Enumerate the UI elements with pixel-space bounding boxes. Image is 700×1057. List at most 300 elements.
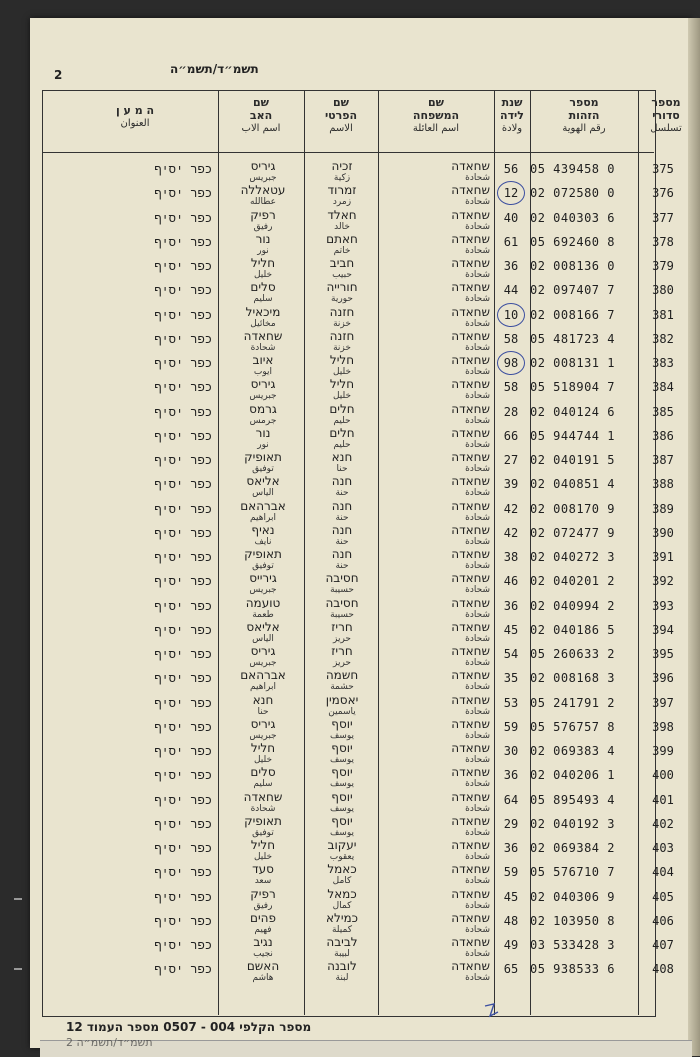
first-name-arabic: حنة [335, 536, 349, 547]
father-name-hebrew: מיכאיל [245, 305, 281, 319]
birth-year: 58 [503, 331, 519, 346]
family-name-arabic: شحادة [465, 367, 490, 377]
father-name-arabic: سليم [253, 779, 273, 790]
first-name-arabic: حريز [333, 633, 351, 644]
next-page-header: תשמ״ד/תשמ״ה 2 [66, 1036, 153, 1049]
father-name [222, 184, 304, 208]
father-name [222, 912, 304, 936]
family-name-arabic: شحادة [465, 827, 490, 838]
first-name-hebrew: יוסף [331, 717, 353, 731]
birth-year: 66 [503, 428, 519, 443]
first-name-hebrew: חאתם [326, 232, 358, 246]
father-name [222, 888, 304, 912]
header-address: ה מ ע ן العنوان [115, 104, 155, 129]
father-name-arabic: خليل [253, 755, 273, 765]
family-name-hebrew: שחאדה [451, 232, 490, 246]
first-name [306, 572, 378, 596]
first-name [306, 766, 378, 790]
table-row [42, 402, 674, 427]
family-name-arabic: شحادة [465, 633, 490, 644]
address: כפר יסיף [154, 938, 212, 952]
first-name [306, 912, 378, 936]
family-name-arabic: شحادة [465, 342, 490, 353]
family-name-hebrew: שחאדה [451, 208, 490, 222]
father-name-arabic: طعمة [252, 609, 274, 620]
family-name-arabic: شحادة [465, 197, 490, 208]
address: כפר יסיף [154, 307, 212, 322]
first-name-hebrew: זמרוד [327, 184, 357, 198]
father-name-arabic: الياس [252, 633, 274, 644]
birth-year: 61 [503, 234, 519, 249]
family-name [380, 694, 490, 718]
address: כפר יסיף [154, 380, 212, 395]
birth-year: 44 [503, 283, 519, 298]
father-name-hebrew: אברהאם [240, 499, 286, 513]
father-name [222, 354, 304, 378]
first-name-arabic: يوسف [329, 730, 354, 741]
table-row [42, 281, 674, 305]
father-name-arabic: فهيم [254, 924, 272, 935]
table-row [42, 378, 674, 402]
family-name [380, 184, 490, 208]
id-number: 02 040201 2 [530, 574, 615, 589]
father-name-hebrew: חליל [250, 839, 276, 852]
table-row [42, 475, 674, 499]
first-name-arabic: خليل [332, 367, 352, 377]
father-name-arabic: نور [257, 439, 269, 450]
father-name-hebrew: סלים [250, 766, 276, 780]
father-name-hebrew: תאופיק [244, 451, 282, 464]
address: כפר יסיף [154, 404, 212, 419]
first-name-arabic: يوسف [329, 779, 354, 790]
table-row [42, 863, 674, 887]
birth-year: 49 [503, 938, 519, 952]
birth-year: 58 [503, 380, 519, 395]
serial-number: 389 [652, 501, 674, 516]
family-name [380, 621, 490, 645]
family-name-arabic: شحادة [465, 973, 490, 984]
first-name-hebrew: חליל [329, 354, 355, 367]
serial-number: 376 [652, 186, 674, 201]
father-name-arabic: جبريس [249, 173, 277, 183]
id-number: 05 944744 1 [530, 428, 615, 443]
id-number: 02 040306 9 [530, 889, 615, 904]
serial-number: 394 [652, 622, 674, 637]
family-name-arabic: شحادة [465, 949, 490, 959]
family-name-arabic: شحادة [465, 512, 490, 523]
father-name [222, 233, 304, 257]
family-name [380, 839, 490, 863]
family-name-hebrew: שחאדה [451, 669, 490, 683]
first-name [306, 306, 378, 330]
header-divider [42, 152, 654, 153]
father-name-hebrew: גיריס [250, 717, 276, 731]
first-name [306, 209, 378, 233]
father-name [222, 621, 304, 645]
family-name [380, 791, 490, 815]
address: כפר יסיף [154, 671, 212, 686]
family-name [380, 597, 490, 621]
pen-mark [482, 998, 504, 1020]
id-number: 02 040272 3 [530, 550, 615, 564]
father-name [222, 306, 304, 330]
father-name [222, 960, 304, 984]
serial-number: 406 [652, 913, 674, 928]
first-name [306, 815, 378, 839]
father-name-arabic: جبريس [249, 658, 277, 668]
address: כפר יסיף [154, 768, 212, 783]
table-row [42, 257, 674, 281]
header-family-name: שם המשפחה اسم العائلة [412, 96, 460, 134]
first-name-arabic: خليل [332, 391, 352, 402]
father-name-hebrew: גיריס [250, 378, 276, 392]
first-name-arabic: حليم [333, 439, 351, 450]
id-number: 03 533428 3 [530, 938, 615, 952]
first-name-hebrew: חלים [329, 426, 355, 440]
first-name [306, 645, 378, 669]
birth-year: 28 [503, 404, 519, 419]
family-name [380, 500, 490, 524]
family-name-hebrew: שחאדה [451, 354, 490, 367]
family-name-arabic: شحادة [465, 173, 490, 183]
father-name-arabic: جبريس [249, 730, 277, 741]
family-name-arabic: شحادة [465, 730, 490, 741]
table-row [42, 645, 674, 669]
id-number: 05 260633 2 [530, 647, 615, 661]
table-row [42, 451, 674, 475]
first-name-hebrew: כמילא [325, 911, 359, 925]
header-father-name: שם האב اسم الاب [241, 96, 281, 134]
father-name-hebrew: סלים [250, 281, 276, 295]
first-name [306, 330, 378, 354]
birth-year: 64 [503, 792, 519, 807]
address: כפר יסיף [154, 259, 212, 273]
id-number: 05 518904 7 [530, 380, 615, 395]
serial-number: 390 [652, 525, 674, 540]
father-name-arabic: خليل [253, 852, 273, 862]
family-name-arabic: شحادة [465, 876, 490, 887]
id-number: 02 008136 0 [530, 259, 615, 273]
father-name-arabic: سعد [254, 876, 272, 887]
table-row [42, 620, 674, 645]
first-name-arabic: حنا [336, 464, 348, 474]
serial-number: 378 [652, 234, 674, 249]
first-name-hebrew: חסיבה [325, 572, 359, 586]
birth-year: 45 [503, 622, 519, 637]
family-name-hebrew: שחאדה [451, 693, 490, 707]
family-name [380, 160, 490, 184]
father-name [222, 160, 304, 184]
id-number: 05 481723 4 [530, 331, 615, 346]
family-name-arabic: شحادة [465, 391, 490, 402]
first-name-hebrew: יעקוב [327, 839, 357, 852]
serial-number: 397 [652, 695, 674, 710]
table-row [42, 548, 674, 572]
family-name-hebrew: שחאדה [451, 572, 490, 586]
first-name [306, 500, 378, 524]
family-name-hebrew: שחאדה [451, 863, 490, 877]
address: כפר יסיף [154, 356, 212, 370]
serial-number: 399 [652, 744, 674, 758]
first-name-arabic: زكية [333, 173, 351, 183]
serial-number: 377 [652, 210, 674, 225]
table-row [42, 160, 674, 184]
family-name-arabic: شحادة [465, 585, 490, 596]
address: כפר יסיף [154, 744, 212, 758]
birth-year: 39 [503, 477, 519, 492]
family-name [380, 281, 490, 305]
family-name-arabic: شحادة [465, 924, 490, 935]
first-name-hebrew: חזנה [329, 305, 355, 319]
family-name-arabic: شحادة [465, 270, 490, 280]
first-name-hebrew: חזנה [329, 329, 355, 343]
father-name-hebrew: פהים [250, 911, 276, 925]
father-name [222, 281, 304, 305]
address: כפר יסיף [154, 501, 212, 516]
father-name [222, 791, 304, 815]
family-name-arabic: شحادة [465, 803, 490, 814]
birth-year: 59 [503, 719, 519, 734]
address: כפר יסיף [154, 162, 212, 176]
table-row [42, 208, 674, 233]
birth-year: 40 [503, 210, 519, 225]
family-name [380, 645, 490, 669]
id-number: 05 439458 0 [530, 162, 615, 176]
father-name-hebrew: רפיק [250, 887, 276, 901]
family-name-hebrew: שחאדה [451, 766, 490, 780]
first-name-arabic: كمال [332, 900, 352, 911]
first-name-arabic: لبيبة [334, 949, 350, 959]
table-row [42, 329, 674, 354]
birth-year: 36 [503, 598, 519, 613]
father-name [222, 427, 304, 451]
serial-number: 407 [652, 938, 674, 952]
address: כפר יסיף [154, 719, 212, 734]
family-name [380, 257, 490, 281]
first-name-arabic: خالد [334, 221, 350, 232]
first-name-hebrew: חסיבה [325, 596, 359, 610]
serial-number: 386 [652, 428, 674, 443]
father-name-arabic: جبريس [249, 585, 277, 596]
family-name-arabic: شحادة [465, 900, 490, 911]
father-name [222, 766, 304, 790]
father-name-hebrew: תאופיק [244, 814, 282, 828]
first-name [306, 451, 378, 475]
table-row [42, 814, 674, 839]
family-name-hebrew: שחאדה [451, 548, 490, 561]
family-name [380, 742, 490, 766]
id-number: 02 072580 0 [530, 186, 615, 201]
table-row [42, 693, 674, 718]
birth-year: 10 [503, 307, 519, 322]
first-name-hebrew: חביב [329, 257, 355, 270]
serial-number: 387 [652, 453, 674, 467]
father-name [222, 742, 304, 766]
father-name-arabic: حنا [257, 706, 269, 717]
table-row [42, 426, 674, 451]
id-number: 02 040206 1 [530, 768, 615, 783]
birth-year: 12 [503, 186, 519, 201]
table-row [42, 839, 674, 863]
header-serial: מספר סדורי تسلسل [650, 96, 682, 134]
father-name [222, 524, 304, 548]
family-name-hebrew: שחאדה [451, 742, 490, 755]
first-name-arabic: يوسف [329, 755, 354, 765]
family-name [380, 912, 490, 936]
family-name [380, 306, 490, 330]
address: כפר יסיף [154, 695, 212, 710]
first-name-arabic: حنة [335, 561, 349, 571]
table-row [42, 717, 674, 742]
address: כפר יסיף [154, 186, 212, 201]
first-name [306, 233, 378, 257]
family-name-hebrew: שחאדה [451, 329, 490, 343]
first-name [306, 621, 378, 645]
table-row [42, 184, 674, 208]
serial-number: 402 [652, 816, 674, 831]
father-name-arabic: الياس [252, 488, 274, 499]
address: כפר יסיף [154, 550, 212, 564]
first-name [306, 839, 378, 863]
table-row [42, 596, 674, 621]
header-birth-year: שנת לידה ولادة [500, 96, 524, 134]
father-name-hebrew: טועמה [245, 596, 281, 610]
id-number: 02 069383 4 [530, 744, 615, 758]
family-name-hebrew: שחאדה [451, 184, 490, 198]
address: כפר יסיף [154, 453, 212, 467]
first-name-arabic: ياسمين [328, 706, 356, 717]
father-name-hebrew: נור [255, 426, 271, 440]
family-name-hebrew: שחאדה [451, 960, 490, 974]
first-name-arabic: حسيبة [330, 609, 354, 620]
table-row [42, 911, 674, 936]
first-name-arabic: خزنة [333, 342, 351, 353]
birth-year: 35 [503, 671, 519, 686]
family-name-hebrew: שחאדה [451, 451, 490, 464]
first-name [306, 548, 378, 572]
birth-year: 29 [503, 816, 519, 831]
serial-number: 382 [652, 331, 674, 346]
circled-birth-year-mark [497, 303, 525, 327]
serial-number: 396 [652, 671, 674, 686]
father-name-arabic: توفيق [252, 464, 274, 474]
address: כפר יסיף [154, 525, 212, 540]
id-number: 02 040191 5 [530, 453, 615, 467]
father-name-arabic: ايوب [253, 367, 273, 377]
father-name [222, 815, 304, 839]
family-name [380, 766, 490, 790]
id-number: 02 069384 2 [530, 841, 615, 855]
id-number: 02 008170 9 [530, 501, 615, 516]
father-name [222, 548, 304, 572]
first-name-hebrew: חשמה [325, 669, 359, 683]
first-name-arabic: كميلة [331, 924, 352, 935]
father-name [222, 209, 304, 233]
serial-number: 404 [652, 865, 674, 880]
family-name [380, 548, 490, 572]
first-name-hebrew: חנה [331, 523, 353, 537]
family-name [380, 427, 490, 451]
address: כפר יסיף [154, 865, 212, 880]
family-name [380, 403, 490, 427]
family-name-arabic: شحادة [465, 755, 490, 765]
address: כפר יסיף [154, 331, 212, 346]
id-number: 05 241791 2 [530, 695, 615, 710]
first-name-hebrew: חנה [331, 548, 353, 561]
family-name-arabic: شحادة [465, 706, 490, 717]
first-name-hebrew: חריז [331, 645, 353, 658]
birth-year: 42 [503, 525, 519, 540]
first-name [306, 888, 378, 912]
table-row [42, 766, 674, 790]
first-name-arabic: يوسف [329, 803, 354, 814]
family-name-hebrew: שחאדה [451, 281, 490, 295]
father-name-hebrew: אברהאם [240, 669, 286, 683]
address: כפר יסיף [154, 962, 212, 977]
family-name [380, 888, 490, 912]
family-name [380, 330, 490, 354]
table-row [42, 936, 674, 960]
first-name [306, 524, 378, 548]
serial-number: 401 [652, 792, 674, 807]
father-name [222, 403, 304, 427]
birth-year: 65 [503, 962, 519, 977]
father-name [222, 936, 304, 960]
father-name [222, 839, 304, 863]
birth-year: 27 [503, 453, 519, 467]
ballot-footer: מספר הקלפי 004 - 0507 מספר העמוד 12 [66, 1020, 312, 1034]
serial-number: 392 [652, 574, 674, 589]
father-name [222, 694, 304, 718]
father-name [222, 718, 304, 742]
family-name-arabic: شحادة [465, 536, 490, 547]
first-name [306, 960, 378, 984]
first-name-hebrew: חנה [331, 499, 353, 513]
first-name [306, 597, 378, 621]
serial-number: 391 [652, 550, 674, 564]
family-name-arabic: شحادة [465, 609, 490, 620]
birth-year: 36 [503, 768, 519, 783]
father-name-hebrew: אליאס [246, 475, 280, 489]
family-name-hebrew: שחאדה [451, 814, 490, 828]
father-name [222, 572, 304, 596]
serial-number: 395 [652, 647, 674, 661]
father-name-arabic: نور [257, 245, 269, 256]
father-name-arabic: توفيق [252, 561, 274, 571]
header-id: מספר הזהות رقم الهوية [562, 96, 606, 134]
father-name-arabic: مخائيل [250, 318, 276, 329]
father-name [222, 330, 304, 354]
first-name-hebrew: חאלד [327, 208, 357, 222]
father-name [222, 863, 304, 887]
father-name-arabic: نايف [254, 536, 272, 547]
margin-mark [14, 898, 22, 900]
first-name-hebrew: כאמל [327, 863, 357, 877]
serial-number: 408 [652, 962, 674, 977]
first-name-hebrew: חלים [329, 402, 355, 416]
family-name-hebrew: שחאדה [451, 596, 490, 610]
family-name-arabic: شحادة [465, 245, 490, 256]
table-row [42, 572, 674, 596]
serial-number: 400 [652, 768, 674, 783]
serial-number: 384 [652, 380, 674, 395]
family-name [380, 960, 490, 984]
father-name [222, 500, 304, 524]
id-number: 05 895493 4 [530, 792, 615, 807]
id-number: 05 692460 8 [530, 234, 615, 249]
father-name [222, 597, 304, 621]
family-name [380, 451, 490, 475]
